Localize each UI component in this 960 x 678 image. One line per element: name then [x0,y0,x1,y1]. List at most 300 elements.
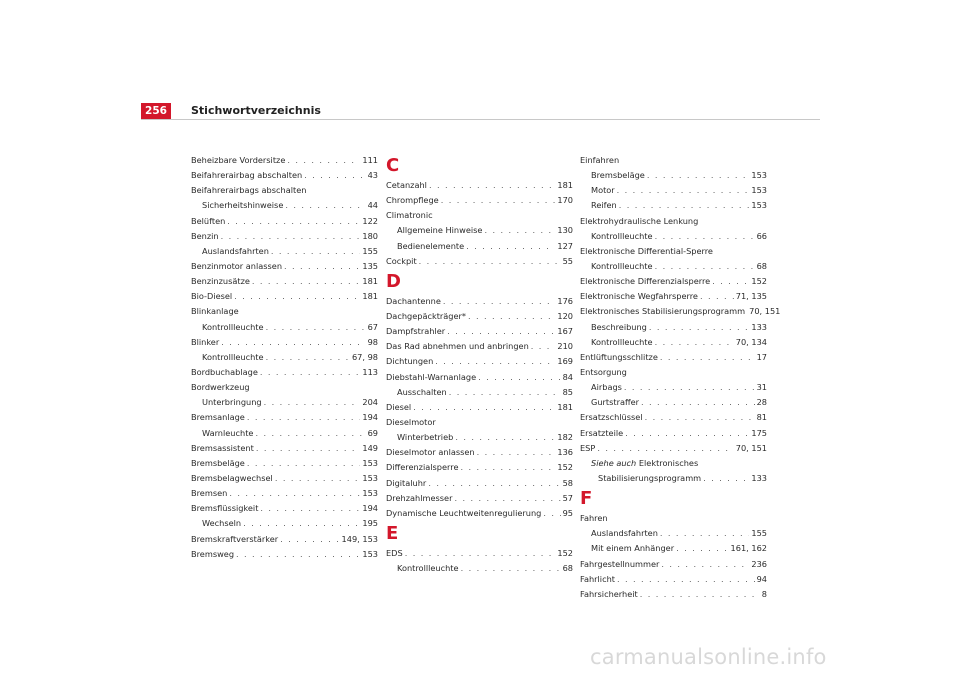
page-reference: 120 [557,310,573,321]
page-reference: 195 [362,518,378,529]
page-reference: 94 [756,573,767,584]
page-reference: 95 [562,507,573,518]
leader-dots [449,385,561,400]
entry-term: Ersatzschlüssel [580,412,643,423]
leader-dots [466,239,555,254]
page-reference: 167 [557,326,573,337]
leader-dots [655,335,734,350]
leader-dots [229,486,360,501]
leader-dots [428,476,560,491]
index-entry [580,304,781,319]
index-entry [386,445,573,460]
leader-dots [624,380,755,395]
leader-dots [660,350,755,365]
entry-term: Kontrollleuchte [202,321,264,332]
page-reference: 8 [761,588,767,599]
entry-term: Dachantenne [386,295,441,306]
entry-term: Winterbetrieb [397,432,454,443]
leader-dots [264,395,361,410]
entry-term: Dynamische Leuchtweitenregulierung [386,507,542,518]
page-reference: 153 [362,548,378,559]
index-subentry [580,526,767,541]
index-entry [386,193,573,208]
entry-term: Bordwerkzeug [191,382,250,393]
entry-term: Einfahren [580,155,620,165]
index-entry [191,456,378,471]
leader-dots [649,320,749,335]
entry-term: Bremsweg [191,548,235,559]
entry-term: Differenzialsperre [386,462,459,473]
index-subentry [386,239,573,254]
page-reference: 44 [367,200,378,211]
entry-term: Bedienelemente [397,240,465,251]
page-reference: 181 [362,276,378,287]
leader-dots [429,178,555,193]
index-subentry [580,395,767,410]
entry-term: Bordbuchablage [191,366,258,377]
leader-dots [543,506,560,521]
index-subentry [191,320,378,335]
page-reference: 155 [362,245,378,256]
entry-term: Kontrollleuchte [591,336,653,347]
index-entry [191,214,378,229]
index-entry [386,491,573,506]
leader-dots [625,426,749,441]
page-reference: 152 [557,547,573,558]
entry-term: EDS [386,547,403,558]
page-reference: 127 [557,240,573,251]
page-reference: 210 [557,341,573,352]
leader-dots [617,183,750,198]
see-also-target: Elektronisches [638,457,699,468]
leader-dots [461,561,561,576]
leader-dots [478,370,560,385]
page-reference: 68 [756,260,767,271]
entry-term: Dieselmotor [386,416,436,427]
index-subentry [386,385,573,400]
entry-term: Bio-Diesel [191,291,233,302]
index-entry [386,370,573,385]
leader-dots [468,309,555,324]
leader-dots [647,168,750,183]
leader-dots [700,289,734,304]
index-entry [386,476,573,491]
index-entry [580,350,767,365]
section-letter: D [386,270,401,292]
leader-dots [284,259,360,274]
page-reference: 153 [362,488,378,499]
see-also-label: Siehe auch [591,457,637,468]
page-reference: 55 [562,255,573,266]
leader-dots [712,274,749,289]
entry-term: Bremsbelagwechsel [191,472,273,483]
page-reference: 17 [756,351,767,362]
index-entry [580,511,767,526]
leader-dots [275,471,361,486]
entry-term: Fahrlicht [580,573,615,584]
leader-dots [597,441,733,456]
entry-term: Kontrollleuchte [591,230,653,241]
page-reference: 181 [557,180,573,190]
leader-dots [266,320,366,335]
entry-term: Elektronische Differential-Sperre [580,245,713,256]
page-reference: 31 [756,382,767,393]
leader-dots [676,541,728,556]
page-reference: 130 [557,225,573,236]
page-reference: 133 [751,321,767,332]
index-entry [191,229,378,244]
index-entry [191,304,378,319]
entry-term: Gurtstraffer [591,397,640,408]
index-subentry [580,335,767,350]
watermark: carmanualsonline.info [590,645,827,669]
page-reference: 153 [362,457,378,468]
index-entry [191,289,378,304]
index-entry [386,415,573,430]
index-subentry [386,223,573,238]
page-reference: 180 [362,230,378,241]
page-reference: 153 [751,170,767,181]
page-reference: 133 [751,472,767,483]
index-entry [191,335,378,350]
page-reference: 122 [362,215,378,226]
leader-dots [227,214,360,229]
entry-term: Bremsen [191,488,228,499]
index-subentry [191,395,378,410]
index-entry [386,309,573,324]
page-reference: 68 [562,563,573,574]
page-reference: 98 [367,336,378,347]
index-entry [191,486,378,501]
page-reference: 194 [362,503,378,514]
entry-term: Cockpit [386,255,417,266]
index-subentry [191,350,378,365]
entry-term: Chrompflege [386,195,439,206]
page-reference: 135 [362,260,378,271]
index-entry [580,274,767,289]
index-column-3 [580,153,781,602]
entry-term: Benzinmotor anlassen [191,260,283,271]
entry-term: Climatronic [386,210,433,221]
entry-term: Motor [591,185,615,196]
index-entry [580,214,767,229]
leader-dots [221,335,365,350]
index-entry [191,153,378,168]
page-reference: 152 [557,462,573,473]
index-entry [386,546,573,561]
leader-dots [285,198,365,213]
entry-term: Dieselmotor anlassen [386,447,475,458]
page-reference: 194 [362,412,378,423]
index-entry [580,410,767,425]
page-reference: 161, 162 [730,543,767,554]
entry-term: Bremskraftverstärker [191,533,279,544]
entry-term: Belüften [191,215,226,226]
index-entry [191,168,378,183]
page-reference: 181 [362,291,378,302]
entry-term: Unterbringung [202,397,262,408]
page-reference: 71, 135 [735,291,767,302]
page-reference: 169 [557,356,573,367]
index-entry [386,460,573,475]
index-entry [580,244,767,259]
leader-dots [260,365,360,380]
leader-dots [304,168,365,183]
index-entry [386,324,573,339]
index-entry [191,471,378,486]
page-title: Stichwortverzeichnis [191,104,321,117]
section-letter: E [386,522,399,544]
index-entry [386,339,573,354]
entry-term: Beschreibung [591,321,647,332]
page-reference: 204 [362,397,378,408]
entry-term: Dichtungen [386,356,434,367]
page-reference: 113 [362,366,378,377]
index-entry [386,294,573,309]
page-reference: 170 [557,195,573,206]
index-entry [191,532,378,547]
entry-term: Sicherheitshinweise [202,200,284,211]
page-reference: 70, 134 [735,336,767,347]
leader-dots [419,254,561,269]
leader-dots [405,546,556,561]
index-subentry [386,561,573,576]
header-divider [141,119,820,120]
index-subentry [580,229,767,244]
index-subentry [580,183,767,198]
index-entry [580,557,767,572]
index-entry [386,254,573,269]
index-subentry [580,259,767,274]
page-reference: 67 [367,321,378,332]
entry-term: Allgemeine Hinweise [397,225,483,236]
page-reference: 85 [562,386,573,397]
entry-term: Blinker [191,336,220,347]
index-entry [191,410,378,425]
entry-term: Digitaluhr [386,477,427,488]
page-reference: 181 [557,401,573,412]
index-subentry [580,168,767,183]
entry-term: Benzinzusätze [191,276,250,287]
entry-term: Das Rad abnehmen und anbringen [386,341,529,352]
entry-term: Elektronische Differenzialsperre [580,276,711,287]
leader-dots [280,532,339,547]
entry-term: Beheizbare Vordersitze [191,155,286,165]
section-letter: C [386,155,400,176]
page-reference: 175 [751,427,767,438]
entry-term: Diesel [386,401,412,412]
index-entry [191,380,378,395]
entry-term: Diebstahl-Warnanlage [386,371,477,382]
entry-term: Bremsbeläge [191,457,245,468]
page-reference: 81 [756,412,767,423]
leader-dots [640,587,760,602]
leader-dots [703,471,749,486]
leader-dots [655,229,755,244]
page-reference: 66 [756,230,767,241]
entry-term: Elektronisches Stabilisierungsprogramm [580,306,746,317]
entry-term: Kontrollleuchte [397,563,459,574]
leader-dots [619,198,750,213]
page-reference: 58 [562,477,573,488]
entry-term: Beifahrerairbag abschalten [191,170,303,181]
page-reference: 69 [367,427,378,438]
entry-term: Cetanzahl [386,180,427,190]
index-entry [580,572,767,587]
index-entry [191,183,378,198]
page-reference: 67, 98 [351,351,378,362]
index-entry [191,547,378,562]
page-reference: 176 [557,295,573,306]
index-column-2 [386,153,573,576]
page-reference: 43 [367,170,378,181]
index-subentry [580,456,767,471]
leader-dots [247,410,361,425]
page-reference: 149, 153 [341,533,378,544]
index-entry [191,365,378,380]
entry-term: Ersatzteile [580,427,624,438]
entry-term: Mit einem Anhänger [591,543,675,554]
section-letter: F [580,488,593,510]
index-entry [386,506,573,521]
leader-dots [455,430,555,445]
index-subentry [580,320,767,335]
leader-dots [252,274,360,289]
entry-term: Bremsanlage [191,412,245,423]
index-subentry [191,198,378,213]
index-subentry [580,198,767,213]
leader-dots [260,501,360,516]
entry-term: Auslandsfahrten [591,528,658,539]
page-reference: 111 [362,155,378,165]
page-reference: 182 [557,432,573,443]
index-entry [580,153,767,168]
page-reference: 28 [756,397,767,408]
leader-dots [645,410,755,425]
page-reference: 70, 151 [749,306,781,317]
leader-dots [221,229,361,244]
entry-term: Kontrollleuchte [202,351,264,362]
leader-dots [247,456,361,471]
page-reference: 153 [751,200,767,211]
page-reference: 236 [751,558,767,569]
index-subentry [580,541,767,556]
index-subentry [191,244,378,259]
entry-term: Entlüftungsschlitze [580,351,658,362]
index-entry [191,259,378,274]
index-entry [386,178,573,193]
index-entry [580,587,767,602]
leader-dots [655,259,755,274]
entry-term: Elektrohydraulische Lenkung [580,215,699,226]
index-column-1 [191,153,378,562]
entry-term: Airbags [591,382,622,393]
leader-dots [447,324,555,339]
entry-term: ESP [580,442,596,453]
entry-term: Beifahrerairbags abschalten [191,185,307,196]
leader-dots [443,294,555,309]
index-subentry [580,471,767,486]
page-reference: 153 [751,185,767,196]
entry-term: Entsorgung [580,366,627,377]
page-reference: 84 [562,371,573,382]
entry-term: Fahrgestellnummer [580,558,660,569]
index-entry [386,208,573,223]
page-reference: 152 [751,276,767,287]
page-number-badge: 256 [141,103,171,119]
leader-dots [234,289,360,304]
leader-dots [271,244,360,259]
entry-term: Benzin [191,230,219,241]
index-entry [580,365,767,380]
index-entry [580,426,767,441]
entry-term: Bremsassistent [191,442,254,453]
leader-dots [256,441,361,456]
page-reference: 155 [751,528,767,539]
entry-term: Fahrsicherheit [580,588,638,599]
entry-term: Warnleuchte [202,427,254,438]
index-entry [191,441,378,456]
index-entry [580,289,767,304]
entry-term: Drehzahlmesser [386,492,453,503]
entry-term: Auslandsfahrten [202,245,269,256]
leader-dots [641,395,755,410]
entry-term: Ausschalten [397,386,447,397]
index-entry [191,501,378,516]
leader-dots [243,516,360,531]
leader-dots [266,350,350,365]
page-reference: 57 [562,492,573,503]
index-subentry [191,516,378,531]
leader-dots [460,460,555,475]
leader-dots [660,526,749,541]
leader-dots [236,547,360,562]
leader-dots [454,491,560,506]
index-subentry [386,430,573,445]
leader-dots [531,339,556,354]
leader-dots [287,153,360,168]
index-entry [386,354,573,369]
entry-term: Blinkanlage [191,306,239,317]
leader-dots [435,354,555,369]
index-entry [386,400,573,415]
entry-term: Kontrollleuchte [591,260,653,271]
leader-dots [661,557,749,572]
entry-term: Bremsflüssigkeit [191,503,259,514]
entry-term: Dachgepäckträger* [386,310,466,321]
page-reference: 149 [362,442,378,453]
index-subentry [580,380,767,395]
leader-dots [441,193,556,208]
entry-term: Dampfstrahler [386,326,446,337]
leader-dots [484,223,555,238]
entry-term: Stabilisierungsprogramm [598,472,702,483]
entry-term: Elektronische Wegfahrsperre [580,291,698,302]
index-entry [191,274,378,289]
page-reference: 70, 151 [735,442,767,453]
entry-term: Fahren [580,513,608,524]
leader-dots [255,426,365,441]
page-reference: 153 [362,472,378,483]
index-subentry [191,426,378,441]
index-entry [580,441,767,456]
leader-dots [617,572,755,587]
leader-dots [413,400,555,415]
page-reference: 136 [557,447,573,458]
leader-dots [477,445,556,460]
entry-term [591,456,698,471]
entry-term: Reifen [591,200,617,211]
